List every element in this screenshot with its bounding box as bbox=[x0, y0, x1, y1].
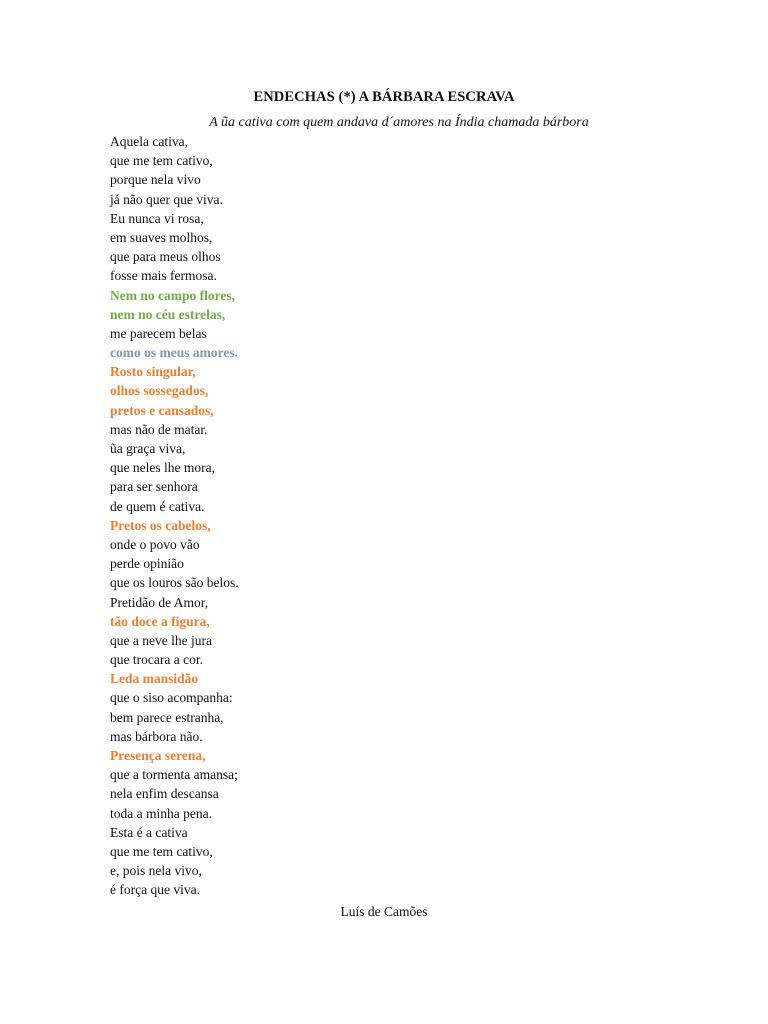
poem-line: nem no céu estrelas, bbox=[110, 306, 226, 322]
poem-line: mas bárbora não. bbox=[110, 728, 203, 744]
poem-line: Pretidão de Amor, bbox=[110, 594, 209, 610]
poem-line: me parecem belas bbox=[110, 325, 207, 341]
poem-line: que neles lhe mora, bbox=[110, 460, 215, 476]
poem-line: perde opinião bbox=[110, 556, 184, 572]
poem-line: Pretos os cabelos, bbox=[110, 517, 211, 533]
poem-line: Leda mansidão bbox=[110, 671, 199, 687]
poem-line: que trocara a cor. bbox=[110, 652, 203, 668]
poem-line: porque nela vivo bbox=[110, 172, 201, 188]
poem-line: como os meus amores. bbox=[110, 345, 238, 361]
poem-line: onde o povo vão bbox=[110, 536, 200, 552]
poem-line: que para meus olhos bbox=[110, 249, 221, 265]
poem-line: para ser senhora bbox=[110, 479, 198, 495]
poem-line: já não quer que viva. bbox=[110, 191, 223, 207]
poem-line: Rosto singular, bbox=[110, 364, 196, 380]
poem-body bbox=[110, 132, 239, 900]
poem-line: fosse mais fermosa. bbox=[110, 268, 217, 284]
poem-line: que a neve lhe jura bbox=[110, 632, 212, 648]
poem-subtitle: A ũa cativa com quem andava d´amores na Índia chamada bárbora bbox=[209, 115, 589, 130]
poem-author: Luís de Camões bbox=[340, 904, 428, 919]
poem-line: ũa graça viva, bbox=[110, 441, 186, 456]
poem-line: toda a minha pena. bbox=[110, 805, 212, 821]
poem-line: olhos sossegados, bbox=[110, 383, 209, 399]
poem-line: Aquela cativa, bbox=[110, 134, 188, 149]
poem-line: de quem é cativa. bbox=[110, 498, 205, 514]
poem-line: Presença serena, bbox=[110, 748, 206, 763]
poem-line: que me tem cativo, bbox=[110, 153, 213, 169]
poem-line: que o siso acompanha: bbox=[110, 690, 233, 706]
poem-line: Esta é a cativa bbox=[110, 824, 188, 840]
poem-line: mas não de matar. bbox=[110, 421, 208, 437]
poem-line: Nem no campo flores, bbox=[110, 287, 235, 303]
poem-line: Eu nunca vi rosa, bbox=[110, 210, 204, 226]
poem-line: que os louros são belos. bbox=[110, 575, 239, 591]
poem-line: tão doce a figura, bbox=[110, 613, 210, 629]
poem-line: em suaves molhos, bbox=[110, 229, 213, 245]
poem-line: e, pois nela vivo, bbox=[110, 863, 202, 879]
poem-line: bem parece estranha, bbox=[110, 709, 224, 725]
poem-line: pretos e cansados, bbox=[110, 402, 214, 418]
poem-line: que a tormenta amansa; bbox=[110, 767, 238, 783]
poem-title: ENDECHAS (*) A BÁRBARA ESCRAVA bbox=[253, 89, 515, 105]
poem-line: que me tem cativo, bbox=[110, 843, 213, 859]
poem-line: nela enfim descansa bbox=[110, 786, 219, 802]
poem-line: é força que viva. bbox=[110, 882, 200, 898]
